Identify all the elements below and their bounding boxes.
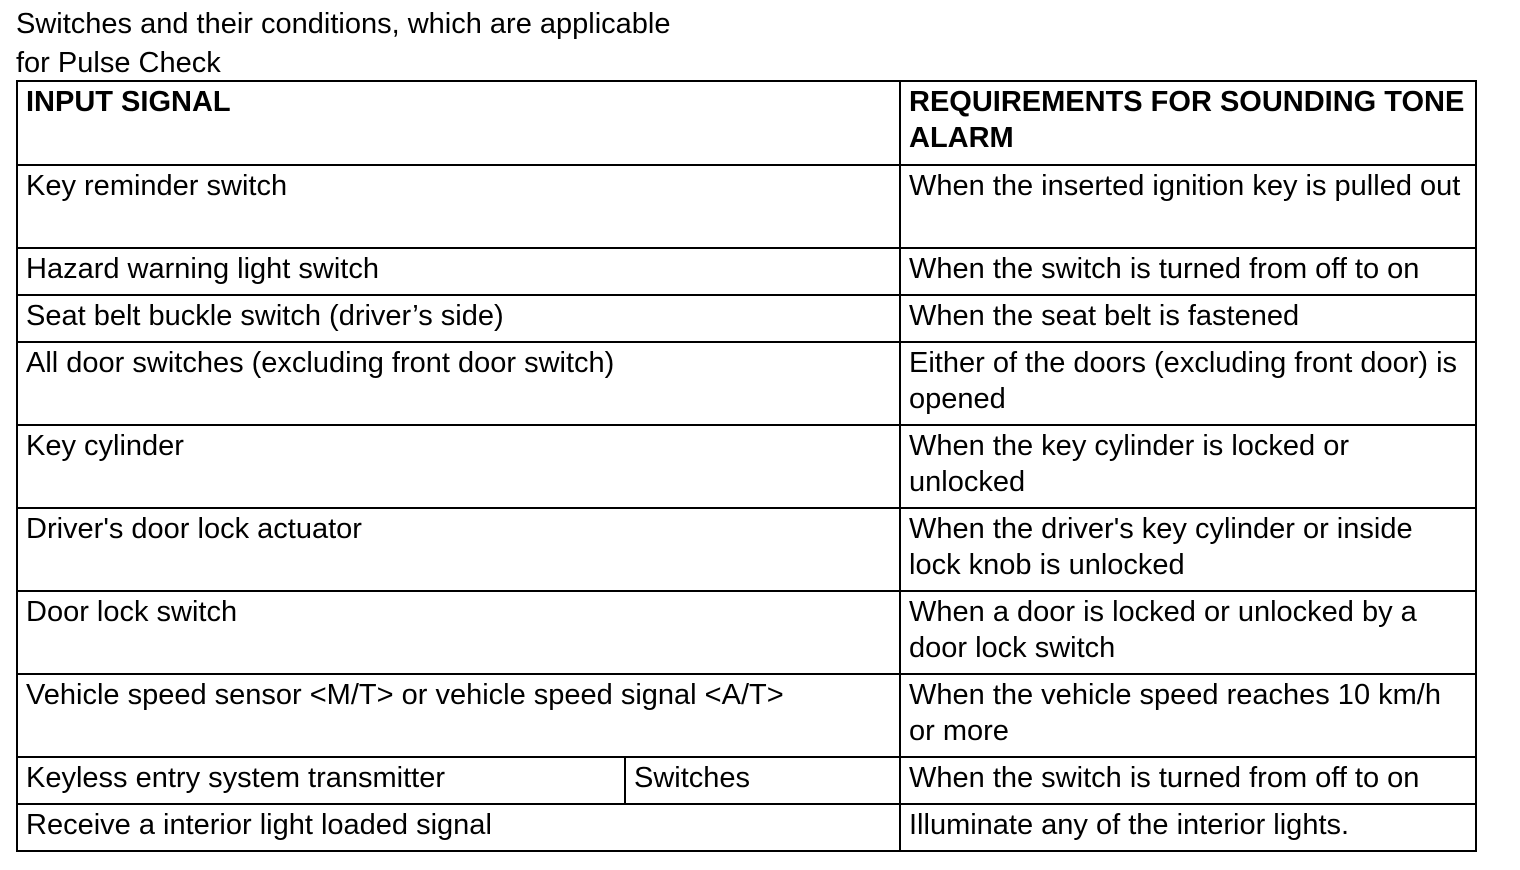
input-cell: Keyless entry system transmitter	[17, 757, 625, 804]
requirement-cell: When the switch is turned from off to on	[900, 757, 1476, 804]
table-row	[17, 674, 1476, 757]
input-cell: Vehicle speed sensor <M/T> or vehicle speed signal <A/T>	[17, 674, 900, 757]
table-row	[17, 248, 1476, 295]
input-cell: Door lock switch	[17, 591, 900, 674]
requirement-cell: When the key cylinder is locked or unlocked	[900, 425, 1476, 508]
pulse-check-table	[16, 80, 1477, 852]
requirement-cell: When the vehicle speed reaches 10 km/h or more	[900, 674, 1476, 757]
table-row	[17, 757, 1476, 804]
table-row	[17, 804, 1476, 851]
input-cell: Key reminder switch	[17, 165, 900, 248]
sub-input-cell: Switches	[625, 757, 900, 804]
table-row	[17, 342, 1476, 425]
requirement-cell: When the switch is turned from off to on	[900, 248, 1476, 295]
requirement-cell: When the seat belt is fastened	[900, 295, 1476, 342]
input-cell: Hazard warning light switch	[17, 248, 900, 295]
requirement-cell: Either of the doors (excluding front door) is opened	[900, 342, 1476, 425]
table-row	[17, 508, 1476, 591]
input-cell: Receive a interior light loaded signal	[17, 804, 900, 851]
requirement-cell: Illuminate any of the interior lights.	[900, 804, 1476, 851]
caption-line-2: for Pulse Check	[16, 47, 221, 79]
header-requirements: REQUIREMENTS FOR SOUNDING TONE ALARM	[900, 81, 1476, 165]
requirement-cell: When a door is locked or unlocked by a door lock switch	[900, 591, 1476, 674]
input-cell: Driver's door lock actuator	[17, 508, 900, 591]
table-row	[17, 425, 1476, 508]
requirement-cell: When the driver's key cylinder or inside lock knob is unlocked	[900, 508, 1476, 591]
table-caption	[16, 5, 670, 83]
header-row	[17, 81, 1476, 165]
caption-line-1: Switches and their conditions, which are applicable	[16, 8, 671, 40]
table-row	[17, 295, 1476, 342]
input-cell: All door switches (excluding front door switch)	[17, 342, 900, 425]
input-cell: Key cylinder	[17, 425, 900, 508]
table-row	[17, 591, 1476, 674]
input-cell: Seat belt buckle switch (driver’s side)	[17, 295, 900, 342]
header-input-signal: INPUT SIGNAL	[17, 81, 900, 165]
requirement-cell: When the inserted ignition key is pulled out	[900, 165, 1476, 248]
table-row	[17, 165, 1476, 248]
